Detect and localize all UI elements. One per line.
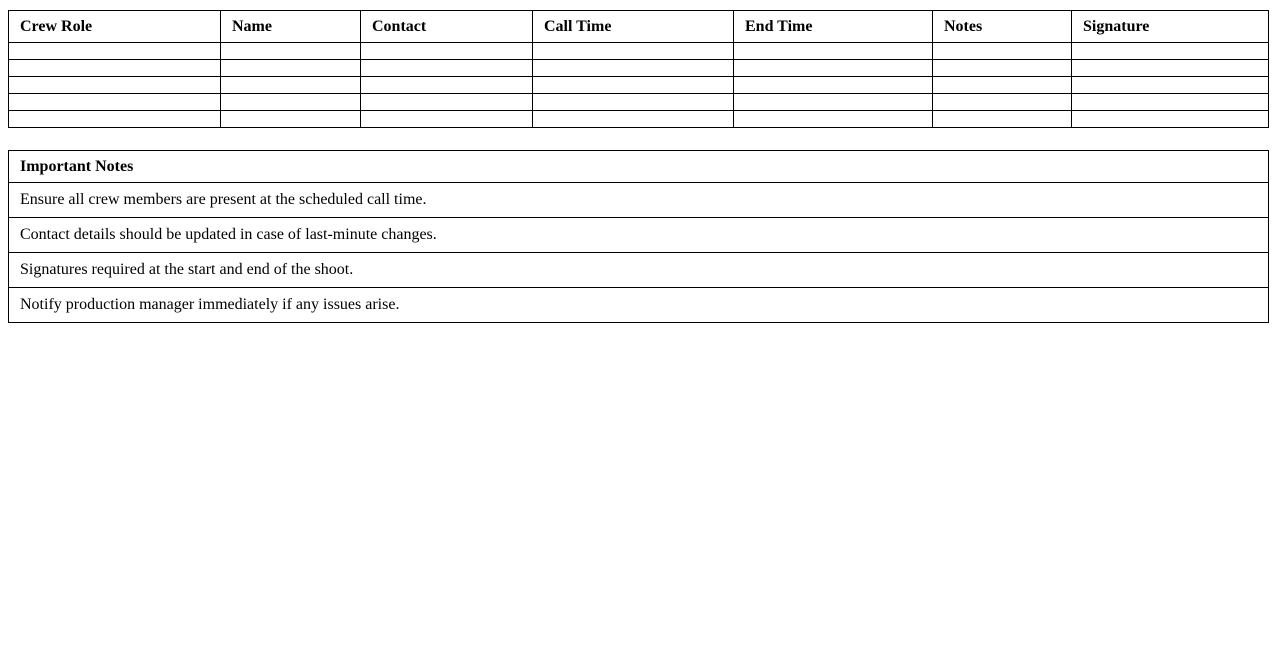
- crew-table-cell-name: [221, 60, 361, 77]
- crew-table-cell-crew-role: [9, 111, 221, 128]
- crew-table-header-signature: Signature: [1072, 11, 1269, 43]
- crew-table-cell-call-time: [533, 77, 734, 94]
- crew-table-cell-end-time: [734, 111, 933, 128]
- crew-table-row: [9, 111, 1269, 128]
- crew-table-cell-contact: [361, 111, 533, 128]
- crew-table-cell-notes: [933, 94, 1072, 111]
- crew-table-cell-call-time: [533, 43, 734, 60]
- crew-table-header-notes: Notes: [933, 11, 1072, 43]
- crew-table-cell-notes: [933, 77, 1072, 94]
- crew-table-cell-contact: [361, 60, 533, 77]
- crew-table-cell-name: [221, 43, 361, 60]
- crew-table-cell-signature: [1072, 60, 1269, 77]
- note-row: [9, 183, 1269, 218]
- crew-table-cell-contact: [361, 43, 533, 60]
- crew-table-cell-signature: [1072, 94, 1269, 111]
- crew-table-cell-name: [221, 77, 361, 94]
- crew-table-cell-notes: [933, 43, 1072, 60]
- crew-table-row: [9, 94, 1269, 111]
- crew-table-header-contact: Contact: [361, 11, 533, 43]
- crew-table-cell-crew-role: [9, 94, 221, 111]
- crew-table-cell-end-time: [734, 60, 933, 77]
- crew-table-header-call-time: Call Time: [533, 11, 734, 43]
- note-text: Ensure all crew members are present at the scheduled call time.: [9, 183, 1269, 218]
- crew-table-cell-crew-role: [9, 43, 221, 60]
- note-row: [9, 288, 1269, 323]
- important-notes-header-row: [9, 151, 1269, 183]
- crew-table-cell-call-time: [533, 94, 734, 111]
- crew-table-cell-contact: [361, 94, 533, 111]
- crew-table-cell-notes: [933, 60, 1072, 77]
- crew-table-cell-name: [221, 94, 361, 111]
- crew-table-header-end-time: End Time: [734, 11, 933, 43]
- crew-table-header-row: [9, 11, 1269, 43]
- crew-table-cell-end-time: [734, 77, 933, 94]
- note-row: [9, 218, 1269, 253]
- crew-table: [8, 10, 1269, 128]
- crew-table-cell-call-time: [533, 60, 734, 77]
- crew-table-cell-signature: [1072, 111, 1269, 128]
- crew-table-header-crew-role: Crew Role: [9, 11, 221, 43]
- crew-table-cell-signature: [1072, 43, 1269, 60]
- crew-table-cell-end-time: [734, 43, 933, 60]
- note-text: Contact details should be updated in case of last-minute changes.: [9, 218, 1269, 253]
- crew-table-row: [9, 43, 1269, 60]
- crew-table-cell-crew-role: [9, 77, 221, 94]
- crew-table-cell-crew-role: [9, 60, 221, 77]
- crew-table-cell-notes: [933, 111, 1072, 128]
- important-notes-header: Important Notes: [9, 151, 1269, 183]
- note-text: Signatures required at the start and end of the shoot.: [9, 253, 1269, 288]
- important-notes-table: [8, 150, 1269, 323]
- crew-table-cell-contact: [361, 77, 533, 94]
- crew-table-cell-end-time: [734, 94, 933, 111]
- crew-table-row: [9, 77, 1269, 94]
- crew-table-cell-call-time: [533, 111, 734, 128]
- note-text: Notify production manager immediately if any issues arise.: [9, 288, 1269, 323]
- crew-table-cell-name: [221, 111, 361, 128]
- crew-table-header-name: Name: [221, 11, 361, 43]
- note-row: [9, 253, 1269, 288]
- crew-table-row: [9, 60, 1269, 77]
- crew-table-cell-signature: [1072, 77, 1269, 94]
